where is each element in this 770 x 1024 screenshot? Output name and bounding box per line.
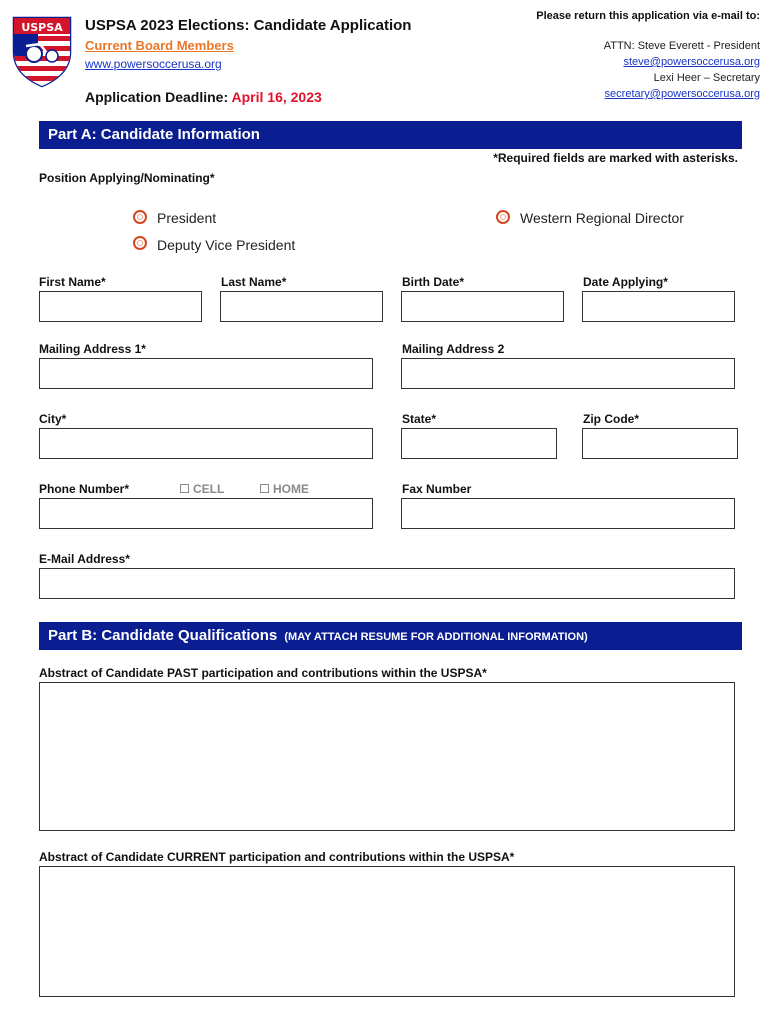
contact-secretary: Lexi Heer – Secretary — [653, 72, 760, 84]
part-a-title: Part A: Candidate Information — [48, 126, 260, 143]
birth-date-field[interactable] — [401, 291, 564, 322]
email-address-label: E-Mail Address* — [39, 552, 130, 566]
zip-code-field[interactable] — [582, 428, 738, 459]
part-b-title: Part B: Candidate Qualifications — [48, 627, 278, 644]
current-abstract-textarea[interactable] — [39, 866, 735, 997]
past-abstract-label: Abstract of Candidate PAST participation and contributions within the USPSA* — [39, 666, 487, 680]
logo-text: USPSA — [21, 21, 63, 34]
part-b-subtitle: (MAY ATTACH RESUME FOR ADDITIONAL INFORMATION) — [284, 631, 588, 643]
home-checkbox-label: HOME — [273, 482, 309, 496]
past-abstract-textarea[interactable] — [39, 682, 735, 831]
state-field[interactable] — [401, 428, 557, 459]
birth-date-label: Birth Date* — [402, 275, 465, 289]
president-email-link[interactable]: steve@powersoccerusa.org — [623, 56, 760, 68]
phone-number-field[interactable] — [39, 498, 373, 529]
website-link[interactable]: www.powersoccerusa.org — [85, 57, 222, 71]
board-members-link[interactable]: Current Board Members — [85, 38, 234, 53]
phone-number-label: Phone Number* — [39, 482, 130, 496]
city-field[interactable] — [39, 428, 373, 459]
radio-president[interactable] — [133, 210, 147, 224]
secretary-email-link[interactable]: secretary@powersoccerusa.org — [604, 88, 760, 100]
page-title: USPSA 2023 Elections: Candidate Application — [85, 17, 412, 34]
first-name-label: First Name* — [39, 275, 106, 289]
radio-president-label: President — [157, 210, 217, 226]
radio-deputy-vice-president[interactable] — [133, 236, 147, 250]
city-label: City* — [39, 412, 67, 426]
contact-block — [536, 8, 760, 102]
radio-western-regional-director-label: Western Regional Director — [520, 210, 684, 226]
deadline — [85, 89, 322, 105]
contact-president: ATTN: Steve Everett - President — [603, 40, 760, 52]
cell-checkbox-label: CELL — [193, 482, 225, 496]
date-applying-field[interactable] — [582, 291, 735, 322]
state-label: State* — [402, 412, 437, 426]
last-name-field[interactable] — [220, 291, 383, 322]
mailing-address-2-field[interactable] — [401, 358, 735, 389]
radio-western-regional-director[interactable] — [496, 210, 510, 224]
part-b-banner — [39, 622, 742, 650]
current-abstract-label: Abstract of Candidate CURRENT participation and contributions within the USPSA* — [39, 850, 515, 864]
mailing-address-1-field[interactable] — [39, 358, 373, 389]
part-a-banner — [39, 121, 742, 149]
contact-heading: Please return this application via e-mail to: — [536, 10, 760, 22]
zip-code-label: Zip Code* — [583, 412, 639, 426]
home-checkbox[interactable] — [260, 484, 269, 493]
uspsa-logo — [12, 14, 72, 88]
first-name-field[interactable] — [39, 291, 202, 322]
mailing-address-1-label: Mailing Address 1* — [39, 342, 146, 356]
deadline-date: April 16, 2023 — [231, 89, 322, 105]
required-note: *Required fields are marked with asterisks. — [493, 151, 738, 165]
fax-number-label: Fax Number — [402, 482, 472, 496]
radio-deputy-vice-president-label: Deputy Vice President — [157, 237, 296, 253]
email-address-field[interactable] — [39, 568, 735, 599]
fax-number-field[interactable] — [401, 498, 735, 529]
mailing-address-2-label: Mailing Address 2 — [402, 342, 505, 356]
last-name-label: Last Name* — [221, 275, 287, 289]
position-label: Position Applying/Nominating* — [39, 171, 215, 185]
deadline-label: Application Deadline: — [85, 89, 229, 105]
date-applying-label: Date Applying* — [583, 275, 668, 289]
cell-checkbox[interactable] — [180, 484, 189, 493]
